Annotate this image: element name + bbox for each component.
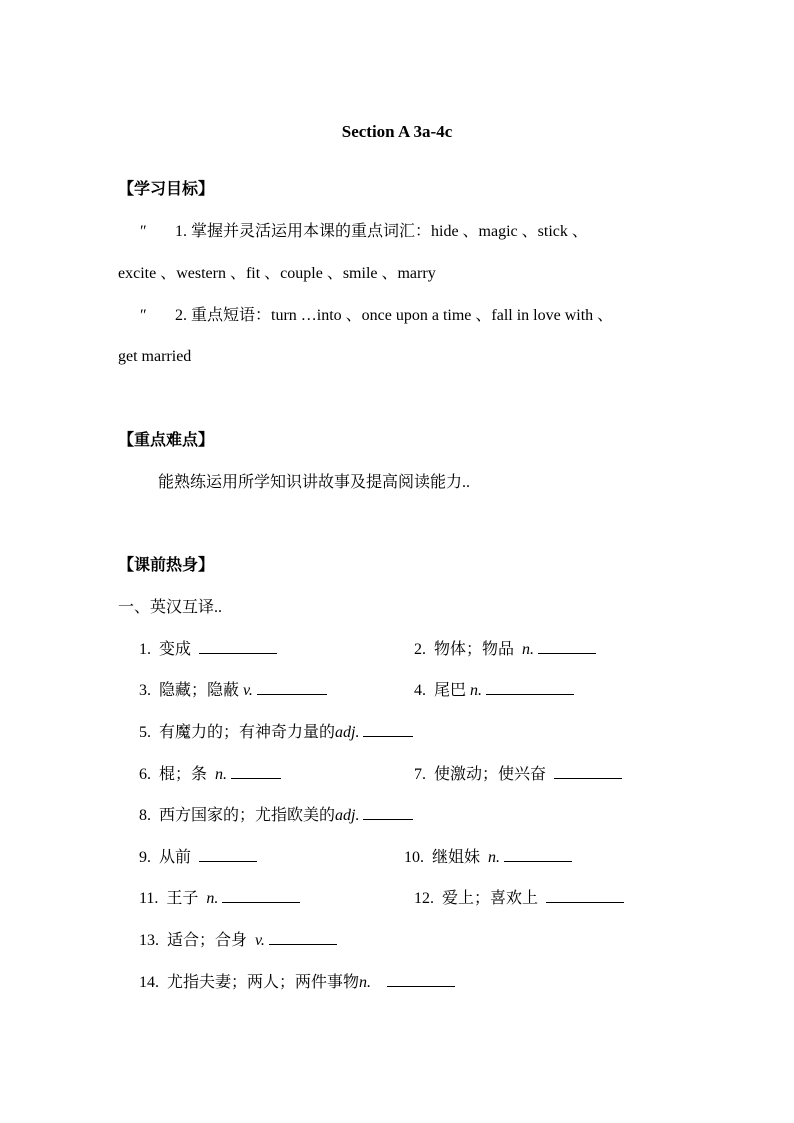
goal-1-mark: ″ — [140, 223, 147, 240]
answer-blank[interactable] — [486, 680, 574, 695]
answer-blank[interactable] — [363, 722, 413, 737]
answer-blank[interactable] — [554, 764, 622, 779]
goal-2-line-1: 2. 重点短语：turn …into 、once upon a time 、fall in love with 、 — [175, 307, 614, 324]
vocab-item: 11. 王子 n. — [139, 888, 300, 909]
answer-blank[interactable] — [387, 972, 455, 987]
answer-blank[interactable] — [363, 805, 413, 820]
answer-blank[interactable] — [199, 847, 257, 862]
answer-blank[interactable] — [538, 639, 596, 654]
vocab-item: 12. 爱上；喜欢上 — [414, 888, 624, 909]
vocab-item: 3. 隐藏；隐蔽 v. — [139, 680, 327, 701]
vocab-item: 10. 继姐妹 n. — [404, 847, 572, 868]
warmup-heading: 【课前热身】 — [118, 557, 215, 574]
vocab-item: 1. 变成 — [139, 639, 277, 660]
vocab-item: 2. 物体；物品 n. — [414, 639, 596, 660]
vocab-item: 14. 尤指夫妻；两人；两件事物n. — [139, 972, 455, 993]
page-title: Section A 3a-4c — [341, 122, 453, 141]
vocab-item: 9. 从前 — [139, 847, 257, 868]
vocab-item: 8. 西方国家的；尤指欧美的adj. — [139, 805, 413, 826]
answer-blank[interactable] — [546, 888, 624, 903]
answer-blank[interactable] — [269, 930, 337, 945]
vocab-item: 5. 有魔力的；有神奇力量的adj. — [139, 722, 413, 743]
answer-blank[interactable] — [257, 680, 327, 695]
vocab-item: 7. 使激动；使兴奋 — [414, 764, 622, 785]
answer-blank[interactable] — [222, 888, 300, 903]
answer-blank[interactable] — [231, 764, 281, 779]
goal-2-mark: ″ — [140, 307, 147, 324]
vocab-item: 13. 适合；合身 v. — [139, 930, 337, 951]
goals-heading: 【学习目标】 — [118, 181, 215, 198]
answer-blank[interactable] — [199, 639, 277, 654]
goal-1-line-1: 1. 掌握并灵活运用本课的重点词汇：hide 、magic 、stick 、 — [175, 223, 588, 240]
difficulty-text: 能熟练运用所学知识讲故事及提高阅读能力.. — [158, 474, 471, 491]
goal-2-line-2: get married — [118, 348, 192, 365]
difficulty-heading: 【重点难点】 — [118, 432, 215, 449]
warmup-section-title: 一、英汉互译.. — [118, 599, 223, 616]
vocab-item: 4. 尾巴 n. — [414, 680, 574, 701]
vocab-item: 6. 棍；条 n. — [139, 764, 281, 785]
goal-1-line-2: excite 、western 、fit 、couple 、smile 、marry — [118, 265, 436, 282]
answer-blank[interactable] — [504, 847, 572, 862]
